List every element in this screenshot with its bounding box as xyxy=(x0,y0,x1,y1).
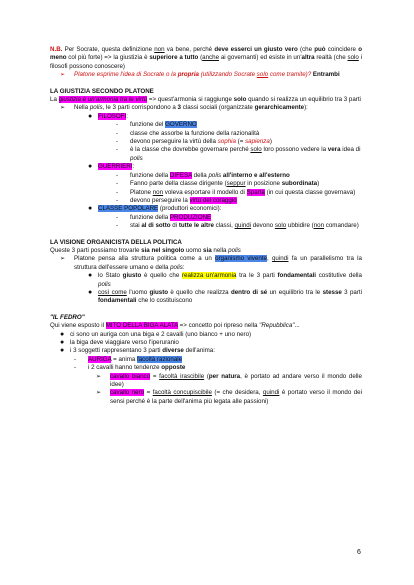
section-title-organicista: LA VISIONE ORGANICISTA DELLA POLITICA xyxy=(50,238,182,246)
nb-text: ai governanti) ed esiste in un' xyxy=(219,54,302,62)
highlight: DIFESA xyxy=(169,171,192,179)
list-item: ➢ cavallo nero = facoltà concupiscibile (= che desidera, quindi è portato verso il mondo dei sensi perché è la parte dell'anima più legata alle passioni) xyxy=(96,389,362,405)
list-item: ● la biga deve viaggiare verso l'iperuranio xyxy=(60,339,179,346)
bullet-icon: ● xyxy=(88,272,93,280)
nb-text: (che xyxy=(297,46,315,53)
nb-text: ( xyxy=(198,54,203,62)
list-item: - Platone non voleva esportare il modello di Sparta (in cui questa classe governava) xyxy=(116,188,356,196)
bullet-icon: ● xyxy=(88,112,93,120)
highlight: realizza un'armonia xyxy=(181,272,237,280)
organismo-point: ➢ Platone pensa alla struttura politica come a un organismo vivente, quindi fa un parallelismo tra la struttura dell'essere umano e della polis: xyxy=(60,255,362,271)
highlight: PRODUZIONE xyxy=(169,213,212,221)
nb-sub-text: Platone esprime l'idea di Socrate o la propria (utilizzando Socrate solo come tramite)? Entrambi xyxy=(74,71,340,79)
highlight: MITO DELLA BIGA ALATA xyxy=(105,322,178,330)
list-item: ➢ cavallo bianco = facoltà irascibile (per natura, è portato ad andare verso il mondo delle idee) xyxy=(96,372,363,389)
nb-text: Per Socrate, questa definizione xyxy=(62,46,155,53)
nb-text: realtà (che xyxy=(314,54,348,62)
highlight: AURIGA xyxy=(88,355,112,363)
list-item: - funzione della PRODUZIONE xyxy=(116,213,212,221)
organicista-intro: Queste 3 parti possiamo trovarle sia nel singolo uomo sia nella polis xyxy=(50,246,241,254)
section-title-giustizia: LA GIUSTIZIA SECONDO PLATONE xyxy=(50,87,154,95)
nb-label: N.B. xyxy=(50,46,63,53)
list-item: - è la classe che dovrebbe governare perché solo loro possono vedere la vera idea di polis xyxy=(116,146,361,162)
giustizia-intro: La giustizia è un'armonia tra le virtù => quest'armonia si raggiunge solo quando si realizza un equilibrio tra 3 parti xyxy=(50,96,361,104)
polis-text: Nella polis, le 3 parti corrispondono a 3 classi sociali (organizzate gerarchicamente): xyxy=(74,104,308,112)
nb-text: col più forte) => la giustizia è xyxy=(66,54,150,62)
list-item: - AURIGA = anima facoltà razionale xyxy=(74,355,183,363)
nb-text: anche xyxy=(202,54,220,62)
list-item: - i 2 cavalli hanno tendenze opposte xyxy=(74,364,186,372)
highlight: cavallo bianco xyxy=(110,372,151,380)
nb-sub-point xyxy=(50,71,362,79)
list-item-guerrieri: ● GUERRIERI: xyxy=(88,163,135,171)
list-item: ● i 3 soggetti rappresentano 3 parti diverse dell'anima: xyxy=(60,347,215,355)
nb-text: coincidere xyxy=(325,46,359,53)
fedro-intro: Qui viene esposto il MITO DELLA BIGA ALATA => concetto poi ripreso nella "Repubblica"... xyxy=(50,322,300,330)
section-title-fedro: "IL FEDRO" xyxy=(50,313,85,321)
bullet-icon: ● xyxy=(88,288,93,296)
arrow-icon: ➢ xyxy=(96,373,102,380)
arrow-icon: ➢ xyxy=(60,105,66,112)
highlight: CLASSE POPOLARE xyxy=(98,205,159,213)
highlight: FILOSOFI xyxy=(98,112,127,120)
highlight: virtù del coraggio xyxy=(189,196,237,204)
list-item: - devono perseguire la virtù del coraggio xyxy=(116,196,237,204)
list-item: - funzione della DIFESA della polis all'interno e all'esterno xyxy=(116,171,290,179)
nb-text: può xyxy=(314,46,326,53)
arrow-icon: ➢ xyxy=(96,390,102,397)
arrow-icon: ➢ xyxy=(60,256,66,263)
highlight: Sparta xyxy=(246,188,265,196)
page-number: 6 xyxy=(357,549,361,556)
list-item: - stai al di sotto di tutte le altre classi, quindi devono solo ubbidire (non comandare) xyxy=(116,222,359,230)
list-item-filosofi: ● FILOSOFI: xyxy=(88,112,128,120)
list-item-classe-popolare: ● CLASSE POPOLARE (produttori economici): xyxy=(88,205,222,213)
list-item: - Fanno parte della classe dirigente (seppur in posizione subordinata) xyxy=(116,180,320,188)
highlight: GUERRIERI xyxy=(98,163,133,171)
nb-paragraph xyxy=(50,46,362,71)
bullet-icon: ● xyxy=(60,330,65,338)
list-item: - classe che assorbe la funzione della razionalità xyxy=(116,129,260,137)
nb-text: i filosofi possono conoscere) xyxy=(50,54,363,70)
nb-text: deve esserci un giusto vero xyxy=(214,46,298,53)
highlight: facoltà razionale xyxy=(137,355,183,363)
list-item: - funzione del GOVERNO xyxy=(116,121,197,129)
bullet-icon: ● xyxy=(88,205,93,213)
bullet-icon: ● xyxy=(88,163,93,171)
nb-text: o meno xyxy=(50,46,362,62)
list-item: ● lo Stato giusto è quello che realizza un'armonia tra le 3 parti fondamentali costitutive della polis xyxy=(88,272,362,288)
nb-text: altra xyxy=(301,54,315,62)
nb-text: superiore a tutto xyxy=(149,54,199,62)
list-item: ● ci sono un auriga con una biga e 2 cavalli (uno bianco + uno nero) xyxy=(60,330,252,338)
polis-point xyxy=(50,104,362,112)
highlight: cavallo nero xyxy=(110,389,145,397)
bullet-icon: ● xyxy=(60,347,65,355)
highlight: giustizia è un'armonia tra le virtù xyxy=(58,96,148,104)
highlight: organismo vivente xyxy=(215,255,267,263)
list-item: ● così come l'uomo giusto è quello che realizza dentro di sé un equilibrio tra le stesse 3 parti fondamentali che lo costituiscono xyxy=(88,288,362,305)
nb-text: non xyxy=(154,46,165,53)
bullet-icon: ● xyxy=(60,339,65,346)
highlight: GOVERNO xyxy=(165,121,197,129)
nb-text: solo xyxy=(347,54,359,62)
list-item: - devono perseguire la virtù della sophia (= sapienza) xyxy=(116,138,272,146)
nb-text: va bene, perché xyxy=(164,46,215,53)
arrow-icon: ➢ xyxy=(60,72,66,79)
